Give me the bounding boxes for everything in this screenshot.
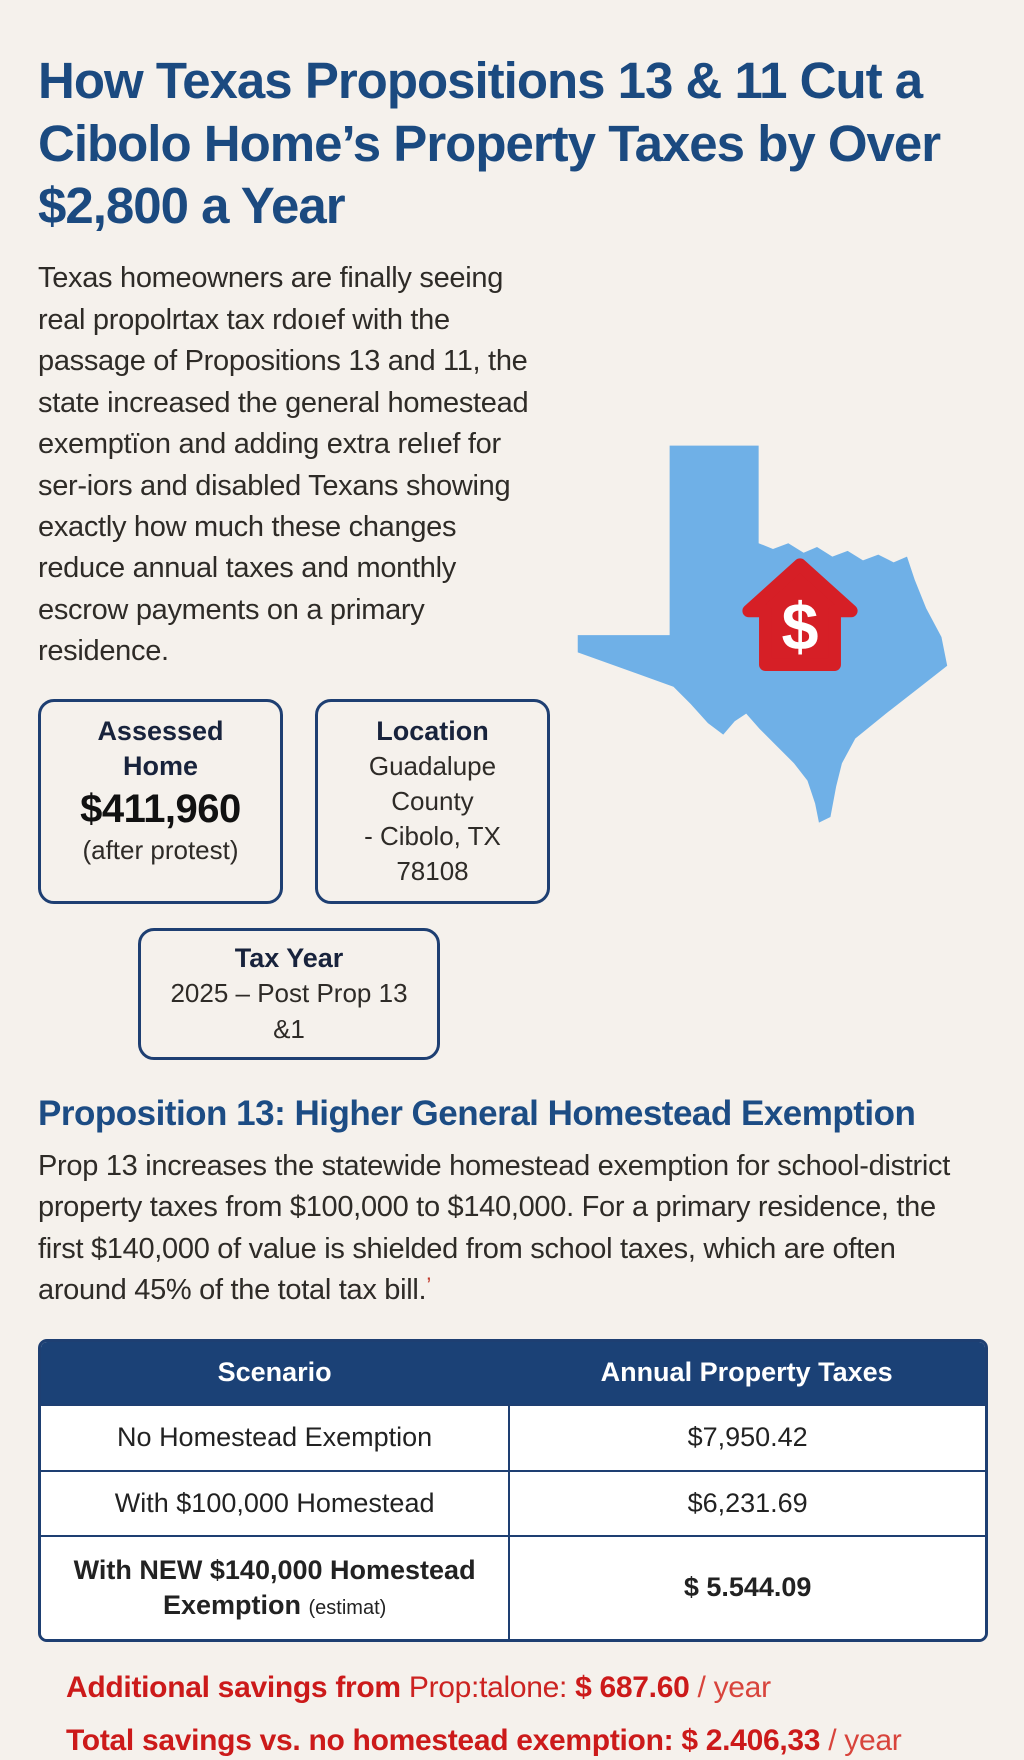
dollar-house-icon — [726, 552, 874, 680]
table-row — [41, 1404, 985, 1469]
savings1-amount: $ 687.60 — [575, 1670, 690, 1704]
location-card — [315, 699, 550, 904]
assessed-home-label: Assessed Home — [97, 715, 224, 781]
intro-section — [38, 258, 988, 1059]
savings2-label: Total savings vs. no homestead exemption: — [66, 1723, 674, 1757]
taxes-cell: $6,231.69 — [508, 1472, 985, 1535]
page-title: How Texas Propositions 13 & 11 Cut a Cibolo Home’s Property Taxes by Over $2,800 a Year — [38, 52, 941, 235]
dollar-sign-icon: $ — [781, 590, 819, 665]
savings1-mid: Prop:talone: — [408, 1670, 568, 1704]
intro-paragraph: Texas homeowners are finally seeing real propolrtax tax rdoıef with the passage of Propositions 13 and 11, the state increased the general homestead exemptïon and adding extra relıef for ser-iors and disabled Texans showing exactly how much these changes reduce annual taxes and monthly escrow payments on a primary residence. — [38, 262, 529, 668]
taxes-cell: $ 5.544.09 — [508, 1537, 985, 1639]
footnote-mark: ’ — [426, 1273, 431, 1298]
column-header-scenario: Scenario — [217, 1357, 332, 1388]
location-city: - Cibolo, TX 78108 — [364, 821, 501, 887]
assessed-home-note: (after protest) — [82, 835, 239, 866]
estimate-note: (estimat) — [308, 1596, 387, 1619]
tax-comparison-table — [38, 1339, 988, 1641]
prop13-paragraph — [38, 1146, 988, 1312]
location-county: Guadalupe County — [368, 750, 497, 817]
scenario-cell — [41, 1537, 508, 1639]
taxes-cell: $7,950.42 — [508, 1406, 985, 1469]
tax-year-label: Tax Year — [234, 943, 344, 974]
savings2-unit: / year — [828, 1723, 902, 1757]
scenario-cell: With $100,000 Homestead — [114, 1487, 435, 1518]
prop13-heading: Proposition 13: Higher General Homestead Exemption — [38, 1093, 916, 1133]
column-header-taxes: Annual Property Taxes — [600, 1357, 893, 1388]
scenario-cell: No Homestead Exemption — [117, 1422, 433, 1453]
table-header-row — [41, 1342, 985, 1404]
additional-savings-line — [66, 1668, 988, 1707]
savings1-unit: / year — [697, 1670, 771, 1704]
savings2-amount: $ 2.406,33 — [681, 1723, 821, 1757]
tax-year-value: 2025 – Post Prop 13 &1 — [170, 978, 408, 1044]
assessed-home-value: $411,960 — [80, 787, 241, 832]
texas-map — [558, 436, 988, 838]
total-savings-line — [66, 1721, 988, 1760]
savings1-label: Additional savings from — [66, 1670, 401, 1704]
table-row — [41, 1535, 985, 1639]
scenario-text: With NEW $140,000 Homestead Exemption — [73, 1554, 476, 1620]
location-label: Location — [376, 715, 489, 746]
savings-summary — [66, 1668, 988, 1760]
table-row — [41, 1470, 985, 1535]
info-cards-row — [38, 699, 550, 904]
assessed-home-card — [38, 699, 283, 904]
prop13-body-text: Prop 13 increases the statewide homestead exemption for school-district property taxes from $100,000 to $140,000. For a primary residence, the first $140,000 of value is shielded from school taxes, which are often around 45% of the total tax bill. — [38, 1149, 951, 1306]
tax-year-card — [138, 928, 440, 1059]
